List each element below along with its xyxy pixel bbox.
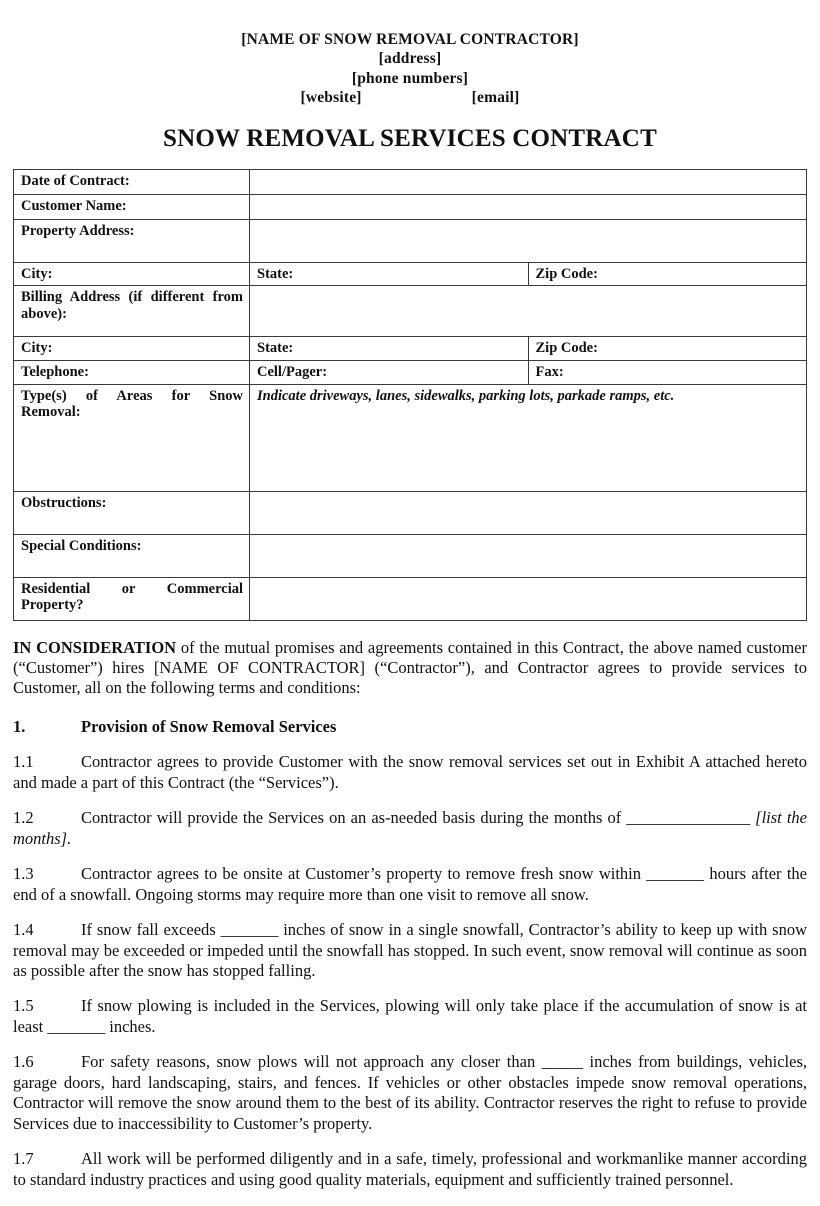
label-billing-address: Billing Address (if different from above): — [14, 286, 250, 337]
clause-text: If snow plowing is included in the Services, plowing will only take place if the accumulation of snow is at least _______ inches. — [13, 996, 807, 1036]
label-customer-name: Customer Name: — [14, 194, 250, 219]
label-zip-code: Zip Code: — [528, 262, 807, 286]
contractor-web-email — [13, 88, 807, 107]
label-property-address: Property Address: — [14, 219, 250, 262]
label-date-of-contract: Date of Contract: — [14, 169, 250, 194]
field-customer-name[interactable] — [250, 194, 807, 219]
clause-number: 1.4 — [13, 920, 34, 940]
field-property-type[interactable] — [250, 577, 807, 620]
label-cell-pager: Cell/Pager: — [250, 360, 529, 384]
label-obstructions: Obstructions: — [14, 491, 250, 534]
table-row — [14, 577, 807, 620]
field-billing-address[interactable] — [250, 286, 807, 337]
consideration-lead: IN CONSIDERATION — [13, 637, 177, 657]
table-row — [14, 384, 807, 491]
table-row — [14, 286, 807, 337]
table-row — [14, 262, 807, 286]
label-zip-code-2: Zip Code: — [528, 337, 807, 361]
contractor-address: [address] — [378, 50, 442, 68]
clause-text: Contractor agrees to be onsite at Customer’s property to remove fresh snow within _______ hours after the end of a snowfall. Ongoing storms may require more than one visit to remove all snow. — [13, 864, 807, 904]
consideration-rest: of the mutual promises and agreements contained in this Contract, the above named customer (“Customer”) hires [NAME OF CONTRACTOR] (“Contractor”), and Contractor agrees to provide services to Customer, all on the following terms and conditions: — [13, 637, 808, 698]
label-city: City: — [14, 262, 250, 286]
clause-1-5 — [13, 996, 807, 1037]
contractor-name: [NAME OF SNOW REMOVAL CONTRACTOR] — [241, 31, 579, 48]
clause-number: 1.6 — [13, 1052, 34, 1072]
clause-number: 1.2 — [13, 808, 34, 828]
clause-number: 1.7 — [13, 1149, 34, 1169]
clause-text: Contractor will provide the Services on an as-needed basis during the months of _______________ — [81, 808, 756, 828]
clause-1-6 — [13, 1052, 807, 1134]
contractor-email: [email] — [471, 89, 520, 107]
table-row — [14, 219, 807, 262]
table-row — [14, 169, 807, 194]
table-row — [14, 194, 807, 219]
contract-info-table — [13, 169, 807, 621]
section-heading-1 — [13, 717, 807, 737]
clause-1-7 — [13, 1149, 807, 1190]
label-telephone: Telephone: — [14, 360, 250, 384]
clause-text: All work will be performed diligently and in a safe, timely, professional and workmanlike manner according to standard industry practices and using good quality materials, equipment and sufficiently trained personnel. — [13, 1149, 807, 1189]
label-special-conditions: Special Conditions: — [14, 534, 250, 577]
field-areas-for-snow-removal[interactable]: Indicate driveways, lanes, sidewalks, parking lots, parkade ramps, etc. — [250, 384, 807, 491]
clause-text: Contractor agrees to provide Customer with the snow removal services set out in Exhibit A attached hereto and made a part of this Contract (the “Services”). — [13, 752, 807, 792]
table-row — [14, 360, 807, 384]
label-state-2: State: — [250, 337, 529, 361]
label-city-2: City: — [14, 337, 250, 361]
clause-1-4 — [13, 920, 807, 981]
label-property-type: Residential or Commercial Property? — [14, 577, 250, 620]
clause-number: 1.1 — [13, 752, 34, 772]
clause-text: For safety reasons, snow plows will not approach any closer than _____ inches from buildings, vehicles, garage doors, hard landscaping, stairs, and fences. If vehicles or other obstacles impede snow removal operations, Contractor will remove the snow around them to the best of its ability. Contractor reserves the right to refuse to provide Services due to inaccessibility to Customer’s property. — [13, 1052, 807, 1133]
field-special-conditions[interactable] — [250, 534, 807, 577]
field-obstructions[interactable] — [250, 491, 807, 534]
clause-1-3 — [13, 864, 807, 905]
contractor-phone: [phone numbers] — [351, 69, 469, 87]
table-row — [14, 491, 807, 534]
contract-body — [13, 638, 807, 1191]
consideration-paragraph — [13, 638, 807, 699]
clause-number: 1.5 — [13, 996, 34, 1016]
label-state: State: — [250, 262, 529, 286]
contractor-website: [website] — [300, 89, 362, 107]
label-areas-for-snow-removal: Type(s) of Areas for Snow Removal: — [14, 384, 250, 491]
letterhead — [13, 30, 807, 108]
section-number: 1. — [13, 716, 26, 736]
field-date-of-contract[interactable] — [250, 169, 807, 194]
table-row — [14, 337, 807, 361]
page-title: SNOW REMOVAL SERVICES CONTRACT — [163, 124, 657, 152]
clause-text-italic: [list the months]. — [13, 808, 807, 848]
clause-text: If snow fall exceeds _______ inches of snow in a single snowfall, Contractor’s ability to keep up with snow removal may be exceeded or impeded until the snowfall has stopped. In such event, snow removal will continue as soon as possible after the snow has stopped falling. — [13, 920, 807, 980]
field-property-address[interactable] — [250, 219, 807, 262]
clause-1-2 — [13, 808, 807, 849]
clause-1-1 — [13, 752, 807, 793]
table-row — [14, 534, 807, 577]
label-fax: Fax: — [528, 360, 807, 384]
section-title: Provision of Snow Removal Services — [81, 716, 337, 736]
clause-number: 1.3 — [13, 864, 34, 884]
